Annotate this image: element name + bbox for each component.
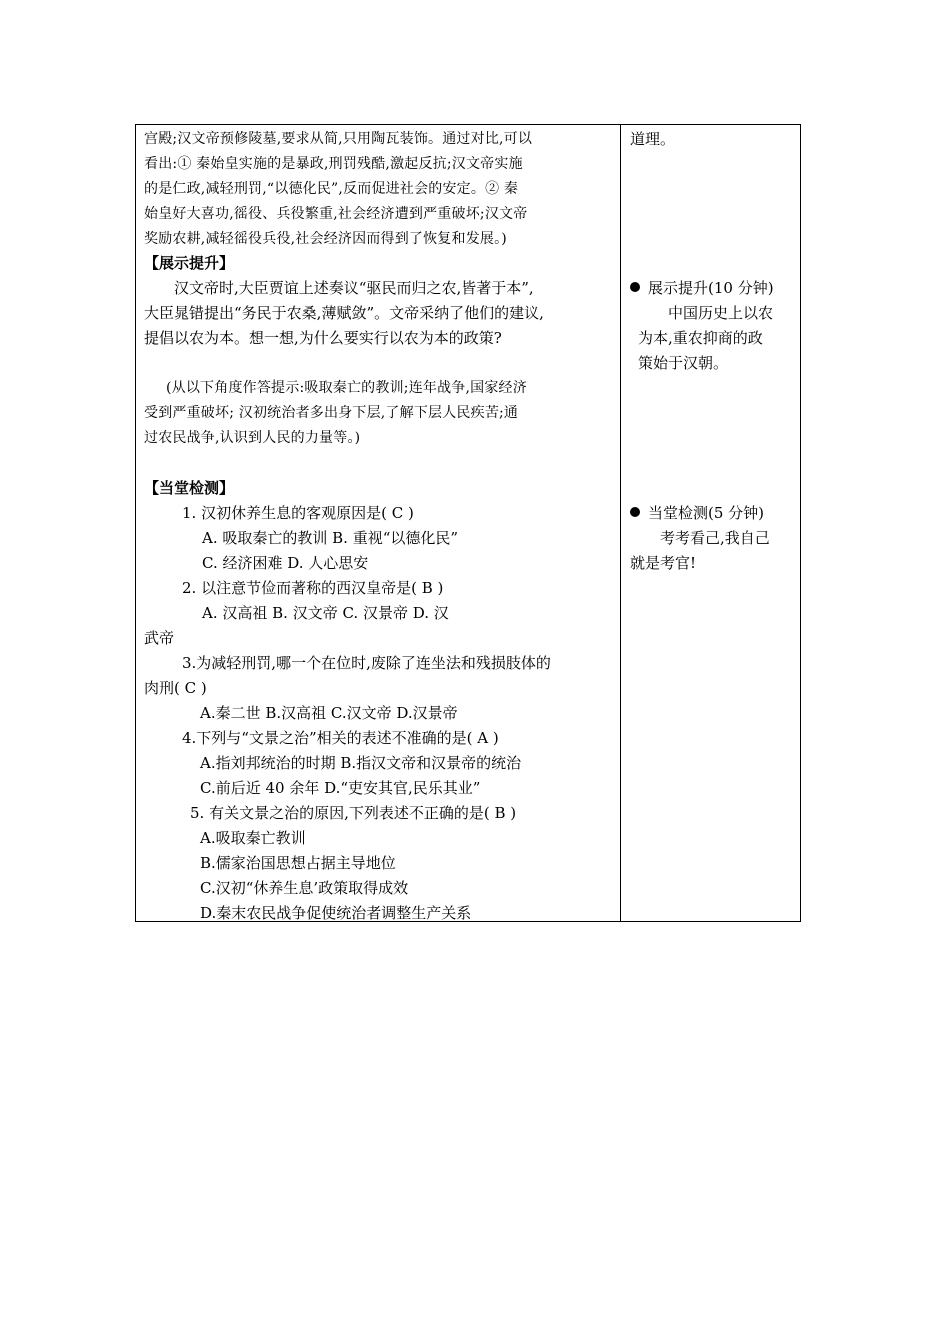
- quiz-option: 武帝: [144, 629, 175, 647]
- zhanshi-line: 提倡以农为本。想一想,为什么要实行以农为本的政策?: [144, 329, 502, 347]
- intro-line: 奖励农耕,减轻徭役兵役,社会经济因而得到了恢复和发展。): [144, 231, 507, 247]
- column-divider: [620, 125, 621, 921]
- side-zhanshi-title-text: 展示提升(10 分钟): [648, 279, 774, 297]
- lesson-table: [135, 124, 801, 922]
- quiz-option: D.秦末农民战争促使统治者调整生产关系: [200, 904, 472, 922]
- hint-line: (从以下角度作答提示:吸取秦亡的教训;连年战争,国家经济: [166, 380, 527, 396]
- side-zhanshi-line: 为本,重农抑商的政: [638, 329, 763, 347]
- bullet-icon: [630, 507, 640, 517]
- quiz-option: C. 经济困难 D. 人心思安: [202, 554, 369, 572]
- intro-line: 宫殿;汉文帝预修陵墓,要求从简,只用陶瓦装饰。通过对比,可以: [144, 131, 533, 147]
- quiz-option: A.吸取秦亡教训: [200, 829, 306, 847]
- quiz-option: C.前后近 40 余年 D.“吏安其官,民乐其业”: [200, 779, 481, 797]
- side-jiance-title-text: 当堂检测(5 分钟): [648, 504, 765, 522]
- hint-line: 过农民战争,认识到人民的力量等。): [144, 430, 361, 446]
- side-jiance-line: 考考看己,我自己: [660, 529, 770, 547]
- quiz-option: A.指刘邦统治的时期 B.指汉文帝和汉景帝的统治: [200, 754, 522, 772]
- quiz-option: C.汉初“休养生息’政策取得成效: [200, 879, 409, 897]
- quiz-question: 肉刑( C ): [144, 679, 207, 697]
- bullet-icon: [630, 282, 640, 292]
- quiz-question: 1. 汉初休养生息的客观原因是( C ): [182, 504, 414, 522]
- intro-line: 看出:① 秦始皇实施的是暴政,刑罚残酷,激起反抗;汉文帝实施: [144, 156, 523, 172]
- zhanshi-heading: 【展示提升】: [144, 254, 235, 272]
- quiz-option: A. 汉高祖 B. 汉文帝 C. 汉景帝 D. 汉: [202, 604, 449, 622]
- quiz-question: 4.下列与“文景之治”相关的表述不准确的是( A ): [182, 729, 499, 747]
- intro-line: 的是仁政,减轻刑罚,“以德化民”,反而促进社会的安定。② 秦: [144, 181, 519, 197]
- side-jiance-line: 就是考官!: [630, 554, 697, 572]
- hint-line: 受到严重破坏; 汉初统治者多出身下层,了解下层人民疾苦;通: [144, 405, 519, 421]
- zhanshi-line: 汉文帝时,大臣贾谊上述奏议“驱民而归之农,皆著于本”,: [174, 279, 534, 297]
- quiz-option: B.儒家治国思想占据主导地位: [200, 854, 396, 872]
- quiz-question: 2. 以注意节俭而著称的西汉皇帝是( B ): [182, 579, 444, 597]
- side-zhanshi-line: 策始于汉朝。: [638, 354, 729, 372]
- quiz-option: A. 吸取秦亡的教训 B. 重视“以德化民”: [202, 529, 459, 547]
- side-top-text: 道理。: [630, 130, 676, 148]
- intro-line: 始皇好大喜功,徭役、兵役繁重,社会经济遭到严重破坏;汉文帝: [144, 206, 528, 222]
- jiance-heading: 【当堂检测】: [144, 479, 235, 497]
- quiz-question: 3.为减轻刑罚,哪一个在位时,废除了连坐法和残损肢体的: [182, 654, 551, 672]
- quiz-question: 5. 有关文景之治的原因,下列表述不正确的是( B ): [190, 804, 517, 822]
- side-jiance-title: [630, 501, 764, 526]
- side-zhanshi-line: 中国历史上以农: [668, 304, 774, 322]
- side-zhanshi-title: [630, 276, 774, 301]
- quiz-option: A.秦二世 B.汉高祖 C.汉文帝 D.汉景帝: [200, 704, 458, 722]
- zhanshi-line: 大臣晁错提出“务民于农桑,薄赋敛”。文帝采纳了他们的建议,: [144, 304, 544, 322]
